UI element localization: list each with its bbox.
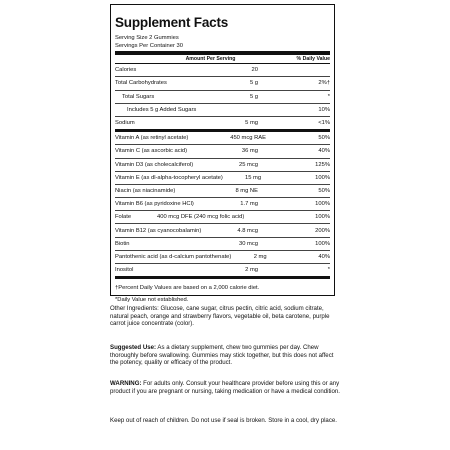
table-row [115, 159, 330, 172]
serving-size: Serving Size 2 Gummies [115, 35, 179, 41]
footnote-daily-values: †Percent Daily Values are based on a 2,000 calorie diet. [115, 285, 260, 292]
row-label: Vitamin E (as dl-alpha-tocopheryl acetate) [115, 174, 223, 181]
row-label: Includes 5 g Added Sugars [127, 106, 197, 113]
footnote-not-established: *Daily Value not established. [115, 297, 189, 304]
row-amount: 5 g [249, 80, 258, 87]
row-dv: * [327, 267, 330, 274]
suggested-use [110, 344, 342, 367]
row-label: Sodium [115, 120, 135, 127]
nutrient-rows [115, 64, 330, 279]
row-label: Biotin [115, 240, 130, 247]
table-row [115, 264, 330, 279]
panel-title: Supplement Facts [115, 15, 229, 30]
table-row [115, 64, 330, 77]
row-amount: 5 g [249, 93, 258, 100]
row-dv: 200% [315, 227, 330, 234]
row-dv: 10% [318, 106, 330, 113]
row-dv: 125% [315, 161, 330, 168]
table-row [115, 185, 330, 198]
warning [110, 380, 342, 395]
row-dv: 50% [318, 135, 330, 142]
row-label: Calories [115, 67, 137, 74]
row-label: Vitamin D3 (as cholecalciferol) [115, 161, 194, 168]
row-label: Folate [115, 214, 132, 221]
table-row [115, 251, 330, 264]
row-dv: 100% [315, 201, 330, 208]
row-amount: 20 [251, 67, 258, 74]
row-amount: 5 mg [245, 120, 258, 127]
table-row [115, 132, 330, 145]
table-row [115, 145, 330, 158]
row-label: Vitamin C (as ascorbic acid) [115, 148, 188, 155]
row-amount: 36 mg [241, 148, 258, 155]
row-label: Vitamin B12 (as cyanocobalamin) [115, 227, 202, 234]
supplement-facts-panel [110, 4, 335, 304]
row-label: Pantothenic acid (as d-calcium pantothenate) [115, 253, 232, 260]
table-row [115, 172, 330, 185]
row-amount: 2 mg [253, 253, 267, 260]
row-dv: 100% [315, 174, 330, 181]
other-ingredients: Other Ingredients: Glucose, cane sugar, citrus pectin, citric acid, sodium citrate, natural peach, orange and strawberry flavors, vegetable oil, beta carotene, purple carrot juice concentrate (color). [110, 305, 330, 328]
row-dv: 100% [315, 214, 330, 221]
table-row [115, 91, 330, 104]
header-amount: Amount Per Serving [185, 56, 236, 63]
table-row [115, 77, 330, 90]
row-amount: 25 mcg [238, 161, 258, 168]
header-daily-value: % Daily Value [296, 56, 330, 63]
table-row [115, 198, 330, 211]
row-amount: 15 mg [244, 174, 262, 181]
row-label: Vitamin B6 (as pyridoxine HCl) [115, 201, 194, 208]
table-row [115, 104, 330, 117]
row-label: Inositol [115, 267, 134, 274]
table-row [115, 117, 330, 132]
row-dv: 50% [318, 187, 330, 194]
row-label: Total Sugars [122, 93, 155, 100]
table-row [115, 211, 330, 224]
storage-instructions: Keep out of reach of children. Do not use if seal is broken. Store in a cool, dry place. [110, 417, 337, 424]
table-row [115, 224, 330, 237]
row-dv: 2%† [318, 80, 330, 87]
row-dv: <1% [318, 120, 330, 127]
row-amount: 1.7 mg [240, 201, 258, 208]
warning-text: For adults only. Consult your healthcare provider before using this or any product if you are pregnant or nursing, taking medication or have a medical condition. [110, 380, 341, 395]
row-amount: 30 mcg [238, 240, 258, 247]
servings-per-container: Servings Per Container 30 [115, 42, 183, 49]
row-dv: * [327, 93, 330, 100]
table-row [115, 238, 330, 251]
row-amount: 8 mg NE [235, 187, 258, 194]
row-dv: 100% [315, 240, 330, 247]
suggested-use-text: As a dietary supplement, chew two gummies per day. Chew thoroughly before swallowing. Gummies may stick together, but this does not affect the potency, quality or efficacy of the product. [110, 344, 334, 367]
row-dv: 40% [318, 148, 330, 155]
row-label: Total Carbohydrates [115, 80, 167, 87]
row-amount: 2 mg [245, 267, 258, 274]
warning-label: WARNING: [110, 380, 142, 387]
row-dv: 40% [318, 253, 330, 260]
suggested-use-label: Suggested Use: [110, 344, 157, 351]
row-amount: 4.8 mcg [237, 227, 258, 234]
row-label: Niacin (as niacinamide) [115, 187, 176, 194]
row-label: Vitamin A (as retinyl acetate) [115, 135, 189, 142]
table-header [115, 55, 330, 64]
row-amount: 450 mcg RAE [230, 135, 266, 142]
row-amount: 400 mcg DFE (240 mcg folic acid) [157, 214, 245, 221]
